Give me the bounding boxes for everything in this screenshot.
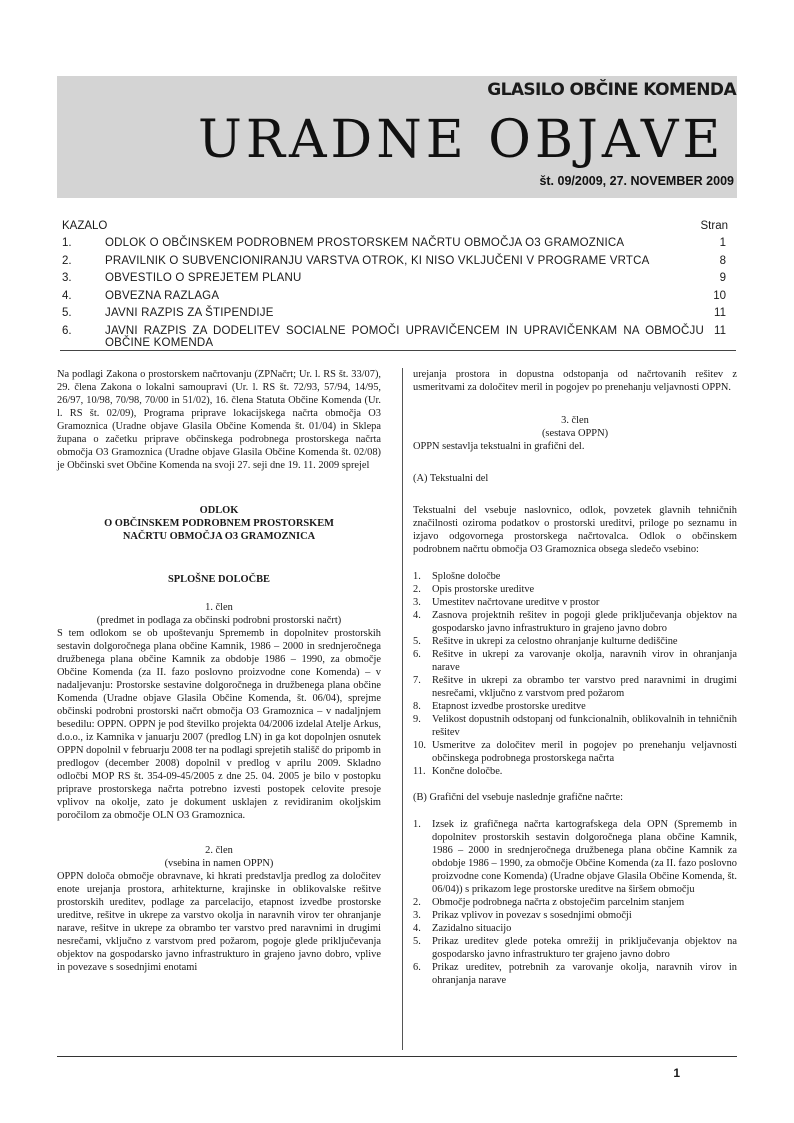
list-item-number: 3. [413,597,421,608]
list-item-text: Območje podrobnega načrta z obstoječim parcelnim stanjem [432,897,685,908]
list-item-text: Zazidalno situacijo [432,923,512,934]
article-3-text: OPPN sestavlja tekstualni in grafični del. [413,441,585,452]
toc-label: KAZALO [62,220,108,232]
list-item [413,896,737,909]
list-item-number: 6. [413,649,421,660]
page-number: 1 [673,1066,680,1080]
list-item-text: Rešitve in ukrepi za varovanje okolja, naravnih virov in ohranjanja narave [432,649,737,673]
right-column [413,368,737,987]
list-item-number: 2. [413,897,421,908]
column-divider [402,368,403,1050]
list-item [413,922,737,935]
list-item [413,765,737,778]
toc-item-page: 1 [719,237,726,249]
toc-item-title: JAVNI RAZPIS ZA DODELITEV SOCIALNE POMOČI UPRAVIČENCEM IN UPRAVIČENKAM NA OBMOČJU OBČINE KOMENDA [105,324,704,349]
list-item [413,713,737,739]
section-b-list [413,818,737,987]
article-2-subheading: (vsebina in namen OPPN) [164,858,274,869]
list-item-text: Prikaz ureditev glede poteka omrežij in priključevanja objektov na gospodarsko javno infrastrukturo ter grajeno javno dobro [432,936,737,960]
toc-item-number: 5. [62,307,72,319]
toc-item [60,324,740,349]
article-2-heading: 2. člen [205,845,233,856]
list-item [413,674,737,700]
list-item-text: Končne določbe. [432,766,503,777]
toc-item-title: OBVESTILO O SPREJETEM PLANU [105,272,302,284]
list-item-text: Zasnova projektnih rešitev in pogoji glede priključevanja objektov na gospodarsko javno infrastrukturo in grajeno javno dobro [432,610,737,634]
list-item [413,739,737,765]
list-item-number: 4. [413,610,421,621]
list-item-text: Velikost dopustnih odstopanj od funkcionalnih, oblikovalnih in tehničnih rešitev [432,714,737,738]
toc-header [60,220,740,236]
list-item-number: 5. [413,936,421,947]
list-item-number: 5. [413,636,421,647]
toc-item [60,254,740,272]
toc-item-number: 2. [62,254,72,267]
section-a-text: Tekstualni del vsebuje naslovnico, odlok, povzetek glavnih tehničnih značilnosti oziroma podatkov o prostorski ureditvi, priloge po seznamu in izjavo odgovornega prostorskega načrtovalca. Odlok o občinskem podrobnem načrtu območja O3 Gramoznica obsega sledečo vsebino: [413,505,737,555]
odlok-title-line3: NAČRTU OBMOČJA O3 GRAMOZNICA [122,531,316,542]
article-2-continuation: urejanja prostora in dopustna odstopanja od načrtovanih rešitev z usmeritvami za določitev meril in pogojev po prenehanju veljavnosti OPPN. [413,369,737,393]
list-item-number: 4. [413,923,421,934]
publication-name: GLASILO OBČINE KOMENDA [487,80,736,100]
list-item [413,635,737,648]
list-item [413,935,737,961]
list-item-text: Etapnost izvedbe prostorske ureditve [432,701,586,712]
section-heading: SPLOŠNE DOLOČBE [168,574,270,585]
issue-info: št. 09/2009, 27. NOVEMBER 2009 [539,174,734,188]
list-item-number: 7. [413,675,421,686]
list-item-number: 1. [413,571,421,582]
table-of-contents [60,220,740,349]
list-item [413,596,737,609]
list-item [413,961,737,987]
footer-divider [57,1056,737,1057]
toc-item-number: 1. [62,237,72,249]
toc-item-title: PRAVILNIK O SUBVENCIONIRANJU VARSTVA OTROK, KI NISO VKLJUČENI V PROGRAME VRTCA [105,254,650,267]
toc-item-page: 9 [719,272,726,284]
section-a-label: (A) Tekstualni del [413,473,489,484]
list-item-text: Prikaz ureditev, potrebnih za varovanje okolja, naravnih virov in ohranjanja narave [432,962,737,986]
left-column [57,368,381,974]
list-item-text: Usmeritve za določitev meril in pogojev po prenehanju veljavnosti občinskega podrobnega prostorskega načrta [432,740,737,764]
toc-item-page: 10 [713,289,726,302]
toc-item-number: 3. [62,272,72,284]
list-item-text: Splošne določbe [432,571,501,582]
list-item-number: 9. [413,714,421,725]
toc-item-page: 11 [714,324,726,337]
list-item-text: Umestitev načrtovane ureditve v prostor [432,597,600,608]
list-item-number: 1. [413,819,421,830]
article-1-text: S tem odlokom se ob upoštevanju Sprememb in dopolnitev prostorskih sestavin dolgoročnega plana občine Kamnik, 1986 – 2000 in srednjeročnega družbenega plana občine Kamnik za obdobje 1986 – 1990, za območje Občine Komenda (za II. fazo poslovno proizvodne cone Komenda) – v nadaljevanju: Prostorske sestavine dolgoročnega in družbenega plana občine Komenda (Uradne objave Glasila Občine Komenda, št. 06/04), sprejme občinski podrobni prostorski načrt območja O3 Gramoznica – v nadaljnjem besedilu: OPPN. OPPN je pod številko projekta 04/2006 izdelal Atelje Arkus, d.o.o., iz Kamnika v januarju 2007 (predlog LN) in ga kot dopolnjen osnutek OPPN dopolnil v februarju 2008 ter na podlagi sprejetih stališč do pripomb in predlogov (december 2008) dopolnil v predlog v aprilu 2009. Skladno odločbi MOP RS št. 354-09-45/2005 z dne 25. 04. 2005 je bilo v postopku priprave prostorskega načrta potrebno izvesti postopek celovite presoje vplivov na okolje, zato je dokument usklajen z revidiranim okoljskim poročilom za območje OLN O3 Gramoznica. [57,628,381,821]
list-item-text: Prikaz vplivov in povezav s sosednjimi območji [432,910,632,921]
toc-item-title: JAVNI RAZPIS ZA ŠTIPENDIJE [105,307,274,319]
preamble: Na podlagi Zakona o prostorskem načrtovanju (ZPNačrt; Ur. l. RS št. 33/07), 29. člena Zakona o lokalni samoupravi (Ur. l. RS št. 72/93, 57/94, 14/95, 26/97, 10/98, 70/98, 70/00 in 51/02), 16. člena Statuta Občine Komenda (Ur. l. RS št. 02/09), Programa priprave lokacijskega načrta območja O3 Gramoznica (Uradne objave Glasila Občine Komenda št. 01/04) in Sklepa župana o začetku priprave občinskega podrobnega prostorskega načrta območja O3 Gramoznica (Uradne objave Glasila Občine Komenda št. 02/08) je Občinski svet Občine Komenda na svoji 27. seji dne 19. 11. 2009 sprejel [57,369,381,471]
toc-item-number: 6. [62,324,72,337]
page-title: URADNE OBJAVE [198,110,725,170]
list-item-number: 2. [413,584,421,595]
list-item [413,909,737,922]
list-item-text: Izsek iz grafičnega načrta kartografskega dela OPN (Sprememb in dopolnitev prostorskih sestavin dolgoročnega plana občine Kamnik, 1986 – 2000 in srednjeročnega družbenega plana občine Kamnik za obdobje 1986 – 1990, za območje Občine Komenda (za II. fazo poslovno proizvodne cone Komenda) (Uradne objave Glasila Občine Komenda, št. 06/04)) s prikazom lege prostorske ureditve na širšem območju [432,819,737,895]
toc-item-page: 11 [714,307,726,319]
toc-divider [60,350,736,351]
section-a-list [413,570,737,778]
odlok-title-line2: O OBČINSKEM PODROBNEM PROSTORSKEM [104,518,334,529]
toc-item [60,306,740,324]
toc-item-title: ODLOK O OBČINSKEM PODROBNEM PROSTORSKEM NAČRTU OBMOČJA O3 GRAMOZNICA [105,237,625,249]
list-item [413,570,737,583]
list-item-number: 11. [413,766,426,777]
list-item-text: Rešitve in ukrepi za obrambo ter varstvo pred naravnimi in drugimi nesrečami, vključno z varstvom pred požarom [432,675,737,699]
list-item [413,583,737,596]
toc-item-page: 8 [719,254,726,267]
toc-item [60,236,740,254]
toc-item-number: 4. [62,289,72,302]
list-item-number: 6. [413,962,421,973]
list-item-number: 8. [413,701,421,712]
list-item [413,700,737,713]
toc-page-label: Stran [700,220,728,232]
article-3-heading: 3. člen [561,415,589,426]
list-item-number: 10. [413,740,426,751]
article-1-subheading: (predmet in podlaga za občinski podrobni prostorski načrt) [96,615,342,626]
odlok-title: ODLOK [199,505,239,516]
list-item-text: Opis prostorske ureditve [432,584,535,595]
list-item-number: 3. [413,910,421,921]
toc-item [60,289,740,307]
list-item [413,609,737,635]
toc-item-title: OBVEZNA RAZLAGA [105,289,220,302]
section-b-label: (B) Grafični del vsebuje naslednje grafične načrte: [413,792,624,803]
article-2-text: OPPN določa območje obravnave, ki hkrati predstavlja predlog za določitev enote urejanja prostora, arhitekturne, krajinske in oblikovalske rešitve prostorskih ureditev, podlage za parcelacijo, etapnost izvedbe prostorske ureditve, rešitve in ukrepe za varstvo okolja in naravnih virov ter ohranjanje narave, rešitve in ukrepe za obrambo ter varstvo pred naravnimi in drugimi nesrečami, vključno z varstvom pred požarom, pogoje glede priključevanja objektov na gospodarsko javno infrastrukturo in grajeno javno dobro, vplive in povezave s sosednjimi enotami [57,871,381,973]
list-item [413,648,737,674]
toc-list [60,236,740,349]
list-item-text: Rešitve in ukrepi za celostno ohranjanje kulturne dediščine [432,636,678,647]
article-3-subheading: (sestava OPPN) [541,428,609,439]
toc-item [60,271,740,289]
list-item [413,818,737,896]
article-1-heading: 1. člen [205,602,233,613]
